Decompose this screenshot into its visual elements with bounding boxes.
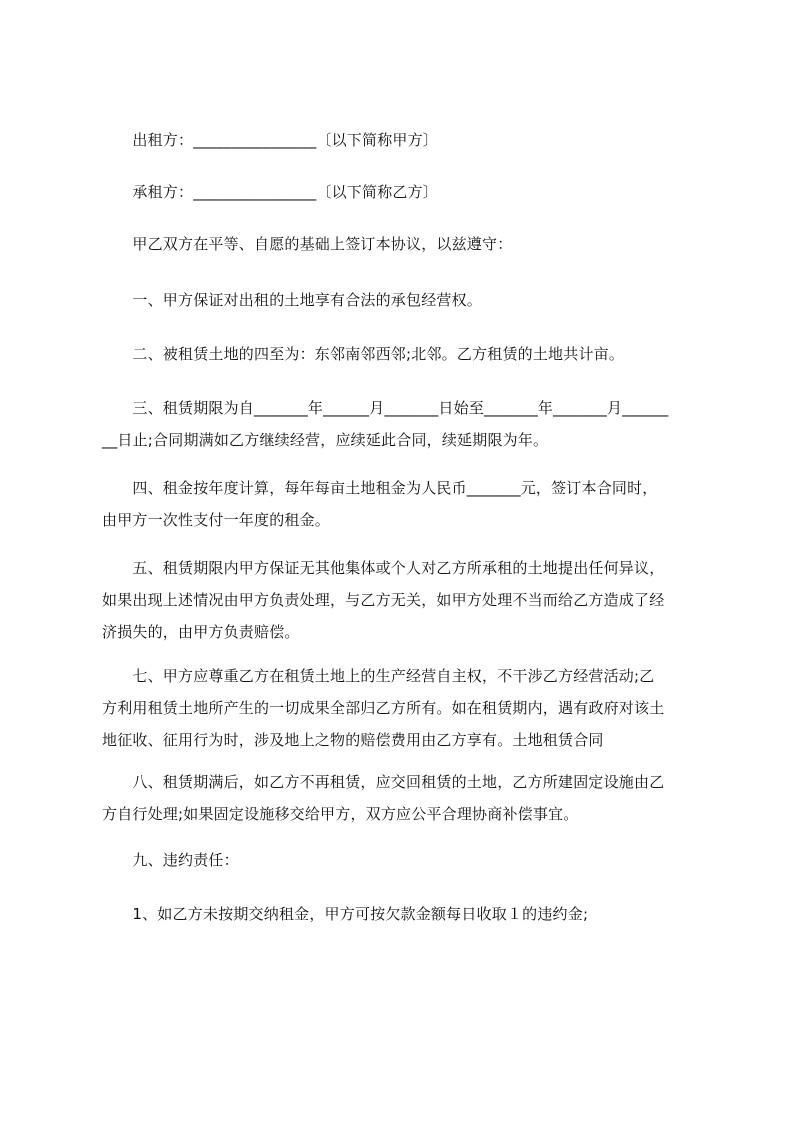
paragraph-clause-8 [102,766,702,830]
paragraph-clause-1 [102,284,702,316]
text-line: 如果出现上述情况由甲方负责处理，与乙方无关，如甲方处理不当而给乙方造成了经 [102,591,665,609]
paragraph-clause-9-item-1 [102,898,702,930]
paragraph-clause-5 [102,552,702,648]
paragraph-lessor [102,124,702,156]
paragraph-clause-3 [102,392,702,456]
paragraph-clause-4 [102,472,702,536]
text-line: 八、租赁期满后，如乙方不再租赁，应交回租赁的土地，乙方所建固定设施由乙 [102,773,665,791]
paragraph-clause-7 [102,660,702,756]
text-line: 1、如乙方未按期交纳租金，甲方可按欠款金额每日收取１的违约金; [102,905,589,923]
text-line: 地征收、征用行为时，涉及地上之物的赔偿费用由乙方享有。土地租赁合同 [102,731,604,749]
text-line: 七、甲方应尊重乙方在租赁土地上的生产经营自主权，不干涉乙方经营活动;乙 [102,667,655,685]
text-line: 方自行处理;如果固定设施移交给甲方，双方应公平合理协商补偿事宜。 [102,805,579,823]
paragraph-lessee [102,176,702,208]
paragraph-preamble [102,228,702,260]
text-line: 一、甲方保证对出租的土地享有合法的承包经营权。 [102,291,483,309]
text-line: 承租方：________________〔以下简称乙方〕 [102,183,439,201]
text-line: 济损失的，由甲方负责赔偿。 [102,623,300,641]
text-line: 方利用租赁土地所产生的一切成果全部归乙方所有。如在租赁期内，遇有政府对该土 [102,699,665,717]
paragraph-clause-9 [102,844,702,876]
paragraph-clause-2 [102,338,702,370]
text-line: 九、违约责任： [102,851,239,869]
text-line: 甲乙双方在平等、自愿的基础上签订本协议，以兹遵守： [102,235,513,253]
text-line: 四、租金按年度计算，每年每亩土地租金为人民币_______元，签订本合同时， [102,479,658,497]
text-line: __日止;合同期满如乙方继续经营，应续延此合同，续延期限为年。 [102,431,549,449]
text-line: 出租方：________________〔以下简称甲方〕 [102,131,439,149]
text-line: 由甲方一次性支付一年度的租金。 [102,511,331,529]
text-line: 二、被租赁土地的四至为：东邻南邻西邻;北邻。乙方租赁的土地共计亩。 [102,345,625,363]
text-line: 三、租赁期限为自_______年______月_______日始至_______年_______月______ [102,399,669,417]
text-line: 五、租赁期限内甲方保证无其他集体或个人对乙方所承租的土地提出任何异议， [102,559,665,577]
